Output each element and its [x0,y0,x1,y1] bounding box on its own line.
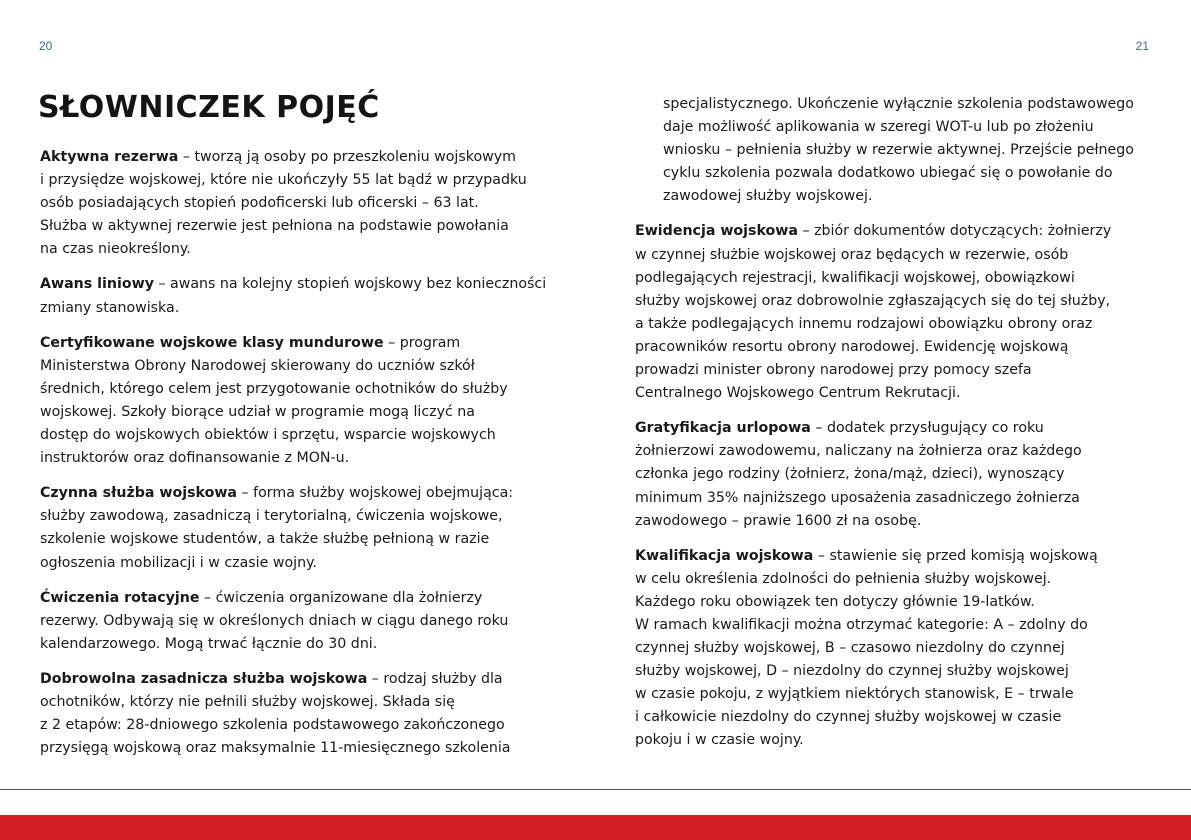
glossary-entry [40,482,565,574]
glossary-definition-line: ochotników, którzy nie pełnili służby wojskowej. Składa się [40,693,455,710]
glossary-definition-line: przysięgą wojskową oraz maksymalnie 11-miesięcznego szkolenia [40,740,511,757]
glossary-definition-line: osób posiadających stopień podoficerski lub oficerski – 63 lat. [40,195,479,212]
glossary-term: Ewidencja wojskowa [635,223,798,240]
glossary-definition-line: specjalistycznego. Ukończenie wyłącznie szkolenia podstawowego [663,96,1134,112]
glossary-definition-line: służby wojskowej, D – niezdolny do czynnej służby wojskowej [635,663,1069,680]
glossary-definition-start: – ćwiczenia organizowane dla żołnierzy [199,589,483,606]
glossary-definition-start: – zbiór dokumentów dotyczących: żołnierzy [797,223,1112,240]
glossary-definition-line: w czynnej służbie wojskowej oraz będących w rezerwie, osób [635,246,1069,263]
glossary-definition-line: dostęp do wojskowych obiektów i sprzętu, wsparcie wojskowych [40,427,496,444]
glossary-definition-line: wojskowej. Szkoły biorące udział w programie mogą liczyć na [40,403,475,420]
glossary-definition-line: na czas nieokreślony. [40,241,191,258]
glossary-entry [635,93,1150,208]
glossary-definition-start: – awans na kolejny stopień wojskowy bez konieczności [153,276,547,293]
glossary-definition-start: – tworzą ją osoby po przeszkoleniu wojskowym [178,149,516,165]
glossary-definition-start: – forma służby wojskowej obejmująca: [237,485,514,502]
glossary-definition-line: Każdego roku obowiązek ten dotyczy głównie 19-latków. [635,593,1035,610]
glossary-entry [40,146,565,261]
glossary-definition-start: – stawienie się przed komisją wojskową [813,547,1098,564]
glossary-definition-line: a także podlegających innemu rodzajowi obowiązku obrony oraz [635,315,1093,332]
glossary-definition-line: członka jego rodziny (żołnierz, żona/mąż, dzieci), wynoszący [635,466,1065,483]
glossary-definition-start: – program [383,334,461,351]
glossary-definition-line: pokoju i w czasie wojny. [635,732,804,749]
glossary-definition-line: prowadzi minister obrony narodowej przy pomocy szefa [635,362,1032,379]
glossary-definition-line: w celu określenia zdolności do pełnienia służby wojskowej. [635,570,1052,587]
glossary-definition-line [40,273,565,296]
page-number-left: 20 [39,39,53,53]
glossary-definition-line: z 2 etapów: 28-dniowego szkolenia podstawowego zakończonego [40,717,505,734]
glossary-term: Dobrowolna zasadnicza służba wojskowa [40,670,368,687]
bottom-divider [0,789,1191,790]
glossary-definition-line: Służba w aktywnej rezerwie jest pełniona na podstawie powołania [40,218,509,235]
glossary-definition-line: daje możliwość aplikowania w szeregi WOT-u lub po złożeniu [663,119,1094,136]
glossary-entry [40,273,565,319]
glossary-definition-line: W ramach kwalifikacji można otrzymać kategorie: A – zdolny do [635,616,1088,633]
glossary-term: Gratyfikacja urlopowa [635,420,811,437]
glossary-entry [635,545,1150,753]
glossary-definition-line: w czasie pokoju, z wyjątkiem niektórych stanowisk, E – trwale [635,686,1074,703]
glossary-term: Ćwiczenia rotacyjne [40,589,200,606]
glossary-definition-line: i całkowicie niezdolny do czynnej służby wojskowej w czasie [635,709,1062,726]
glossary-entry [40,587,565,656]
glossary-definition-line [40,668,565,691]
glossary-definition-line: zmiany stanowiska. [40,299,180,316]
glossary-definition-line: służby wojskowej oraz dobrowolnie zgłaszających się do tej służby, [635,292,1111,309]
glossary-term: Certyfikowane wojskowe klasy mundurowe [40,334,384,351]
glossary-definition-line [40,146,565,169]
glossary-definition-line: instruktorów oraz dofinansowanie z MON-u. [40,450,350,467]
glossary-definition-line: Ministerstwa Obrony Narodowej skierowany do uczniów szkół [40,357,475,374]
glossary-definition-line: zawodowej służby wojskowej. [663,188,873,205]
glossary-definition-line: cyklu szkolenia pozwala dodatkowo ubiegać się o powołanie do [663,165,1113,182]
glossary-definition-line [635,220,1150,243]
glossary-entry [635,220,1150,405]
glossary-definition-line: kalendarzowego. Mogą trwać łącznie do 30 dni. [40,635,378,652]
glossary-definition-line [40,587,565,610]
glossary-definition-line [40,332,565,355]
glossary-entry [40,332,565,471]
left-column [40,146,565,772]
glossary-definition-start: – dodatek przysługujący co roku [810,420,1044,437]
glossary-definition-line: średnich, którego celem jest przygotowanie ochotników do służby [40,380,508,397]
glossary-definition-line: zawodowego – prawie 1600 zł na osobę. [635,512,922,529]
glossary-definition-line: czynnej służby wojskowej, B – czasowo niezdolny do czynnej [635,640,1065,657]
right-column [635,93,1150,765]
glossary-definition-line [635,417,1150,440]
glossary-definition-line: wniosku – pełnienia służby w rezerwie aktywnej. Przejście pełnego [663,142,1134,159]
glossary-term: Czynna służba wojskowa [40,485,238,502]
glossary-entry [635,417,1150,532]
glossary-definition-line: i przysiędze wojskowej, które nie ukończyły 55 lat bądź w przypadku [40,172,527,189]
glossary-definition-line [40,482,565,505]
glossary-entry [40,668,565,760]
glossary-definition-line: Centralnego Wojskowego Centrum Rekrutacji. [635,385,961,402]
glossary-definition-start: – rodzaj służby dla [367,670,503,687]
glossary-definition-line: żołnierzowi zawodowemu, naliczany na żołnierza oraz każdego [635,443,1082,460]
bottom-accent-band [0,815,1191,840]
glossary-term: Aktywna rezerwa [40,149,179,165]
glossary-definition-line: podlegających rejestracji, kwalifikacji wojskowej, obowiązkowi [635,269,1075,286]
glossary-definition-line: służby zawodową, zasadniczą i terytorialną, ćwiczenia wojskowe, [40,508,503,525]
glossary-definition-line: szkolenie wojskowe studentów, a także służbę pełnioną w razie [40,531,490,548]
glossary-definition-line: ogłoszenia mobilizacji i w czasie wojny. [40,554,317,571]
glossary-definition-line: pracowników resortu obrony narodowej. Ewidencję wojskową [635,338,1069,355]
glossary-term: Awans liniowy [40,276,154,293]
glossary-term: Kwalifikacja wojskowa [635,547,814,564]
page-title: SŁOWNICZEK POJĘĆ [38,90,380,125]
glossary-definition-line [635,545,1150,568]
page-number-right: 21 [1135,39,1149,53]
glossary-definition-line: rezerwy. Odbywają się w określonych dniach w ciągu danego roku [40,612,509,629]
glossary-definition-line: minimum 35% najniższego uposażenia zasadniczego żołnierza [635,489,1080,506]
